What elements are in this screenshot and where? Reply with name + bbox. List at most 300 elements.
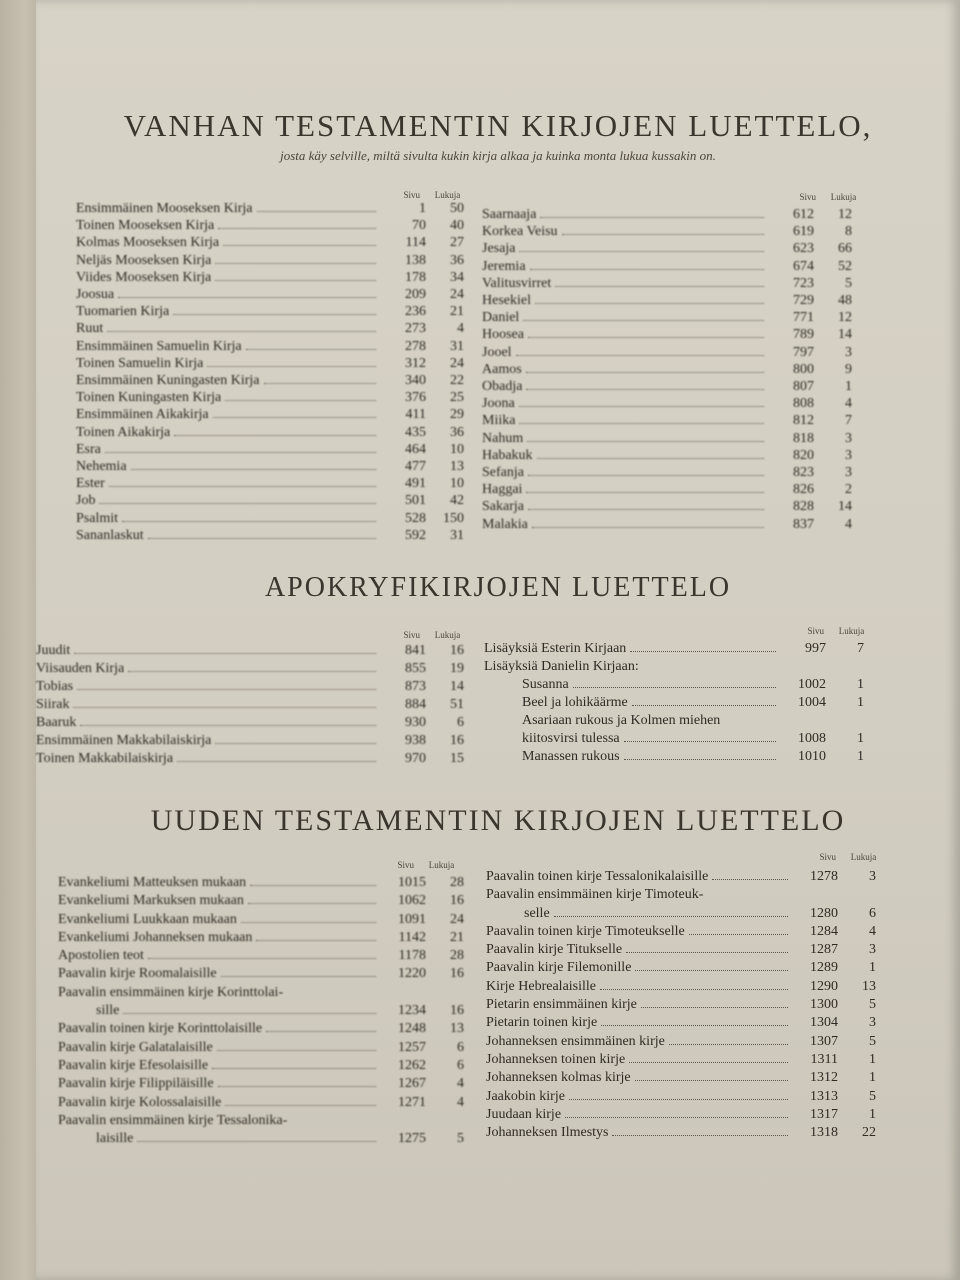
- chapter-count: 16: [450, 733, 464, 748]
- leader-dots: [225, 400, 376, 401]
- page-number: 1267: [398, 1076, 426, 1092]
- leader-dots: [215, 743, 376, 744]
- leader-dots: [256, 940, 376, 941]
- chapter-count: 12: [838, 310, 852, 326]
- chapter-count: 40: [450, 218, 464, 234]
- book-page: [36, 0, 960, 1280]
- toc-row: [36, 732, 464, 750]
- leader-dots: [128, 671, 376, 672]
- book-name: Apostolien teot: [58, 948, 144, 964]
- chapter-count: 22: [450, 373, 464, 389]
- leader-dots: [223, 245, 376, 246]
- page-number: 1290: [810, 978, 838, 994]
- toc-row: [482, 240, 852, 257]
- leader-dots: [212, 1068, 376, 1069]
- leader-dots: [641, 1007, 788, 1008]
- leader-dots: [137, 1141, 376, 1142]
- leader-dots: [215, 280, 376, 281]
- toc-row: [76, 458, 464, 475]
- col-chapters-label: Lukuja: [434, 630, 461, 640]
- toc-row: [58, 965, 464, 983]
- leader-dots: [215, 263, 376, 264]
- leader-dots: [131, 469, 376, 470]
- leader-dots: [612, 1135, 788, 1136]
- chapter-count: 4: [845, 396, 852, 412]
- book-name: Paavalin toinen kirje Korinttolaisille: [58, 1021, 263, 1037]
- leader-dots: [264, 383, 376, 384]
- chapter-count: 5: [869, 1033, 876, 1049]
- toc-row: [482, 275, 852, 292]
- leader-dots: [519, 251, 764, 252]
- toc-row: [482, 516, 852, 533]
- book-name: Ensimmäinen Makkabilaiskirja: [36, 733, 212, 748]
- page-number: 1: [419, 201, 426, 216]
- chapter-count: 3: [869, 869, 876, 884]
- leader-dots: [516, 355, 764, 356]
- nt-title: UUDEN TESTAMENTIN KIRJOJEN LUETTELO: [150, 804, 846, 837]
- chapter-count: 4: [457, 1076, 464, 1092]
- page-number: 1304: [810, 1015, 838, 1031]
- chapter-count: 5: [869, 997, 876, 1013]
- toc-row: [76, 389, 464, 406]
- leader-dots: [173, 314, 376, 315]
- nt-right-colhead: [796, 852, 876, 862]
- book-name: Sananlaskut: [76, 527, 144, 543]
- page-number: 278: [405, 338, 426, 354]
- book-name: Susanna: [522, 677, 569, 692]
- page-number: 938: [405, 733, 426, 748]
- book-name: Sefanja: [482, 465, 524, 481]
- ot-title: VANHAN TESTAMENTIN KIRJOJEN LUETTELO,: [123, 108, 873, 143]
- book-name: Siirak: [36, 697, 70, 712]
- leader-dots: [80, 725, 376, 726]
- leader-dots: [241, 922, 376, 923]
- leader-dots: [573, 687, 776, 688]
- toc-row: [486, 1088, 876, 1106]
- toc-row: [36, 714, 464, 732]
- chapter-count: 42: [450, 493, 464, 509]
- book-name: Obadja: [482, 379, 523, 395]
- toc-row: [484, 694, 864, 712]
- book-name: Juudit: [36, 643, 71, 658]
- leader-dots: [689, 934, 788, 935]
- chapter-count: 19: [450, 661, 464, 676]
- book-name: Toinen Aikakirja: [76, 424, 171, 440]
- page-number: 723: [793, 275, 814, 291]
- page-number: 1312: [810, 1070, 838, 1086]
- nt-left-list: [58, 874, 464, 1148]
- book-name: Evankeliumi Luukkaan mukaan: [58, 911, 237, 927]
- chapter-count: 13: [450, 1021, 464, 1037]
- toc-row: [76, 269, 464, 286]
- book-name: Ensimmäinen Kuningasten Kirja: [76, 373, 260, 389]
- chapter-count: 1: [869, 1070, 876, 1086]
- chapter-count: 29: [450, 407, 464, 423]
- book-name: Pietarin toinen kirje: [486, 1015, 598, 1031]
- toc-row: [486, 1069, 876, 1087]
- toc-row: [36, 678, 464, 696]
- leader-dots: [177, 761, 376, 762]
- chapter-count: 1: [845, 379, 852, 395]
- chapter-count: 36: [450, 252, 464, 268]
- book-name: Paavalin kirje Roomalaisille: [58, 966, 217, 982]
- chapter-count: 13: [450, 459, 464, 475]
- page-number: 411: [405, 407, 426, 423]
- chapter-count: 4: [457, 321, 464, 337]
- chapter-count: 3: [845, 447, 852, 463]
- toc-row: [482, 223, 852, 240]
- chapter-count: 4: [869, 923, 876, 939]
- leader-dots: [123, 1013, 376, 1014]
- toc-row: [484, 640, 864, 658]
- leader-dots: [532, 527, 764, 528]
- page-number: 1234: [398, 1003, 426, 1019]
- toc-row: [76, 234, 464, 251]
- book-name: Ensimmäinen Mooseksen Kirja: [76, 201, 253, 216]
- book-name: Habakuk: [482, 447, 533, 463]
- book-name: Paavalin kirje Titukselle: [486, 942, 623, 958]
- toc-row: [482, 447, 852, 464]
- chapter-count: 36: [450, 424, 464, 440]
- chapter-count: 1: [857, 695, 864, 710]
- leader-dots: [669, 1044, 788, 1045]
- leader-dots: [174, 435, 376, 436]
- page-number: 340: [405, 373, 426, 389]
- book-name: Jaakobin kirje: [486, 1088, 565, 1104]
- page-number: 114: [405, 235, 426, 251]
- leader-dots: [630, 651, 776, 652]
- leader-dots: [218, 1086, 376, 1087]
- toc-row: [58, 1112, 464, 1130]
- chapter-count: 1: [869, 1051, 876, 1067]
- toc-row: [482, 378, 852, 395]
- book-gutter: [0, 0, 36, 1280]
- toc-row: [486, 941, 876, 959]
- page-number: 800: [793, 361, 814, 377]
- page-number: 997: [805, 641, 826, 656]
- book-name: Kolmas Mooseksen Kirja: [76, 235, 220, 251]
- chapter-count: 1: [857, 677, 864, 692]
- page-number: 1220: [398, 966, 426, 982]
- toc-row: [482, 206, 852, 223]
- leader-dots: [530, 269, 764, 270]
- page-number: 1002: [798, 677, 826, 692]
- leader-dots: [528, 509, 764, 510]
- leader-dots: [99, 503, 376, 504]
- page-number: 236: [405, 304, 426, 320]
- leader-dots: [148, 538, 376, 539]
- toc-row: [486, 1106, 876, 1124]
- toc-row: [484, 676, 864, 694]
- leader-dots: [257, 211, 376, 212]
- toc-row: [484, 658, 864, 676]
- toc-row: [76, 320, 464, 337]
- book-name: Paavalin kirje Filippiläisille: [58, 1076, 214, 1092]
- chapter-count: 34: [450, 269, 464, 285]
- apo-left-colhead: [380, 630, 460, 640]
- chapter-count: 3: [845, 344, 852, 360]
- book-name: Toinen Mooseksen Kirja: [76, 218, 215, 234]
- toc-row: [58, 874, 464, 892]
- page-number: 491: [405, 476, 426, 492]
- page-number: 501: [405, 493, 426, 509]
- page-number: 464: [405, 441, 426, 457]
- page-number: 1313: [810, 1088, 838, 1104]
- col-chapters-label: Lukuja: [434, 190, 461, 200]
- book-name: Paavalin kirje Filemonille: [486, 960, 632, 976]
- leader-dots: [73, 707, 376, 708]
- book-name: Hesekiel: [482, 293, 531, 309]
- page-number: 873: [405, 679, 426, 694]
- col-chapters-label: Lukuja: [428, 860, 455, 870]
- ot-right-list: [482, 206, 852, 533]
- leader-dots: [207, 366, 376, 367]
- page-number: 477: [405, 459, 426, 475]
- page-number: 1278: [810, 869, 838, 884]
- nt-right-list: [486, 868, 876, 1142]
- chapter-count: 14: [838, 499, 852, 515]
- chapter-count: 1: [869, 1106, 876, 1122]
- chapter-count: 2: [845, 482, 852, 498]
- leader-dots: [266, 1031, 376, 1032]
- book-name: Ruut: [76, 321, 104, 337]
- toc-row: [58, 1057, 464, 1075]
- chapter-count: 13: [862, 978, 876, 994]
- toc-row: [58, 892, 464, 910]
- page-number: 435: [405, 424, 426, 440]
- toc-row: [76, 492, 464, 509]
- book-name: Neljäs Mooseksen Kirja: [76, 252, 212, 268]
- chapter-count: 52: [838, 258, 852, 274]
- book-name: Paavalin kirje Galatalaisille: [58, 1039, 213, 1055]
- chapter-count: 28: [450, 875, 464, 890]
- page-number: 1142: [398, 929, 426, 945]
- chapter-count: 24: [450, 287, 464, 303]
- toc-row: [486, 905, 876, 923]
- chapter-count: 28: [450, 948, 464, 964]
- book-name: Pietarin ensimmäinen kirje: [486, 997, 637, 1013]
- page-number: 612: [793, 207, 814, 222]
- chapter-count: 7: [857, 641, 864, 656]
- toc-row: [482, 481, 852, 498]
- book-name: Joosua: [76, 287, 115, 303]
- chapter-count: 5: [457, 1131, 464, 1147]
- col-chapters-label: Lukuja: [850, 852, 877, 862]
- leader-dots: [519, 406, 764, 407]
- toc-row: [486, 978, 876, 996]
- book-name: Evankeliumi Johanneksen mukaan: [58, 929, 253, 945]
- toc-row: [482, 430, 852, 447]
- leader-dots: [554, 916, 788, 917]
- page-number: 1062: [398, 893, 426, 909]
- leader-dots: [528, 337, 764, 338]
- toc-row: [36, 750, 464, 768]
- page-number: 138: [405, 252, 426, 268]
- col-page-label: Sivu: [397, 860, 414, 870]
- apo-right-list: [484, 640, 864, 766]
- leader-dots: [632, 705, 776, 706]
- page-number: 1317: [810, 1106, 838, 1122]
- ot-right-colhead: [776, 192, 856, 202]
- chapter-count: 16: [450, 966, 464, 982]
- toc-row: [58, 1075, 464, 1093]
- leader-dots: [523, 320, 764, 321]
- page-number: 1284: [810, 923, 838, 939]
- chapter-count: 8: [845, 224, 852, 240]
- page-number: 818: [793, 430, 814, 446]
- page-number: 884: [405, 697, 426, 712]
- page-number: 1015: [398, 875, 426, 890]
- leader-dots: [537, 458, 764, 459]
- toc-row: [482, 361, 852, 378]
- book-name: Toinen Kuningasten Kirja: [76, 390, 222, 406]
- apo-left-list: [36, 642, 464, 768]
- book-name: laisille: [96, 1131, 134, 1147]
- book-name: Nahum: [482, 430, 524, 446]
- leader-dots: [74, 653, 376, 654]
- leader-dots: [624, 759, 776, 760]
- page-number: 1275: [398, 1131, 426, 1147]
- chapter-count: 31: [450, 527, 464, 543]
- page-number: 1008: [798, 731, 826, 746]
- book-name: Hoosea: [482, 327, 524, 343]
- leader-dots: [109, 486, 376, 487]
- chapter-count: 6: [457, 1039, 464, 1055]
- book-name: Beel ja lohikäärme: [522, 695, 628, 710]
- col-page-label: Sivu: [403, 190, 420, 200]
- leader-dots: [77, 689, 376, 690]
- leader-dots: [218, 228, 376, 229]
- toc-row: [76, 286, 464, 303]
- chapter-count: 15: [450, 751, 464, 766]
- col-chapters-label: Lukuja: [830, 192, 857, 202]
- toc-row: [58, 984, 464, 1002]
- leader-dots: [535, 303, 764, 304]
- book-name: Paavalin toinen kirje Timoteukselle: [486, 923, 685, 939]
- apo-title: APOKRYFIKIRJOJEN LUETTELO: [264, 572, 732, 603]
- page-number: 376: [405, 390, 426, 406]
- col-page-label: Sivu: [403, 630, 420, 640]
- page-number: 797: [793, 344, 814, 360]
- page-number: 528: [405, 510, 426, 526]
- book-name: Paavalin ensimmäinen kirje Timoteuk-: [486, 887, 704, 903]
- book-name: Job: [76, 493, 96, 509]
- leader-dots: [221, 976, 376, 977]
- chapter-count: 3: [869, 1015, 876, 1031]
- page-number: 312: [405, 355, 426, 371]
- leader-dots: [526, 372, 764, 373]
- toc-row: [76, 424, 464, 441]
- page-number: 970: [405, 751, 426, 766]
- book-name: Baaruk: [36, 715, 77, 730]
- toc-row: [58, 1094, 464, 1112]
- apo-right-colhead: [784, 626, 864, 636]
- page-number: 619: [793, 224, 814, 240]
- chapter-count: 66: [838, 241, 852, 257]
- page-number: 1271: [398, 1094, 426, 1110]
- book-name: selle: [524, 905, 550, 921]
- book-name: Aamos: [482, 361, 522, 377]
- page-number: 1091: [398, 911, 426, 927]
- toc-row: [58, 947, 464, 965]
- toc-row: [76, 406, 464, 423]
- page-number: 823: [793, 465, 814, 481]
- book-name: Valitusvirret: [482, 275, 552, 291]
- toc-row: [76, 475, 464, 492]
- leader-dots: [540, 217, 764, 218]
- toc-row: [486, 923, 876, 941]
- book-name: Toinen Makkabilaiskirja: [36, 751, 174, 766]
- toc-row: [58, 911, 464, 929]
- book-name: Viides Mooseksen Kirja: [76, 269, 212, 285]
- col-chapters-label: Lukuja: [838, 626, 865, 636]
- chapter-count: 10: [450, 476, 464, 492]
- chapter-count: 16: [450, 643, 464, 658]
- book-name: Lisäyksiä Danielin Kirjaan:: [484, 659, 639, 674]
- book-name: Toinen Samuelin Kirja: [76, 355, 204, 371]
- book-name: Malakia: [482, 516, 528, 532]
- toc-row: [484, 730, 864, 748]
- leader-dots: [629, 1062, 788, 1063]
- leader-dots: [246, 349, 376, 350]
- book-name: Joona: [482, 396, 515, 412]
- book-name: Jeremia: [482, 258, 526, 274]
- page-number: 855: [405, 661, 426, 676]
- toc-row: [482, 498, 852, 515]
- page-number: 1300: [810, 997, 838, 1013]
- toc-row: [36, 642, 464, 660]
- page-number: 828: [793, 499, 814, 515]
- chapter-count: 1: [857, 749, 864, 764]
- toc-row: [486, 1124, 876, 1142]
- toc-row: [58, 929, 464, 947]
- page-number: 841: [405, 643, 426, 658]
- toc-row: [486, 996, 876, 1014]
- leader-dots: [519, 423, 764, 424]
- chapter-count: 5: [869, 1088, 876, 1104]
- toc-row: [486, 868, 876, 886]
- leader-dots: [555, 286, 764, 287]
- leader-dots: [562, 234, 764, 235]
- toc-row: [76, 252, 464, 269]
- toc-row: [58, 1039, 464, 1057]
- book-name: sille: [96, 1003, 120, 1019]
- book-name: kiitosvirsi tulessa: [522, 731, 620, 746]
- book-name: Lisäyksiä Esterin Kirjaan: [484, 641, 627, 656]
- leader-dots: [565, 1117, 788, 1118]
- toc-row: [76, 441, 464, 458]
- chapter-count: 10: [450, 441, 464, 457]
- page-number: 592: [405, 527, 426, 543]
- book-name: Korkea Veisu: [482, 224, 558, 240]
- chapter-count: 1: [869, 960, 876, 976]
- page-number: 273: [405, 321, 426, 337]
- chapter-count: 14: [838, 327, 852, 343]
- chapter-count: 9: [845, 361, 852, 377]
- toc-row: [76, 510, 464, 527]
- book-name: Paavalin kirje Kolossalaisille: [58, 1094, 222, 1110]
- chapter-count: 3: [845, 465, 852, 481]
- leader-dots: [225, 1105, 376, 1106]
- leader-dots: [107, 331, 376, 332]
- chapter-count: 25: [450, 390, 464, 406]
- book-name: Johanneksen toinen kirje: [486, 1051, 626, 1067]
- toc-row: [36, 696, 464, 714]
- toc-row: [58, 1002, 464, 1020]
- leader-dots: [712, 879, 788, 880]
- page-number: 1280: [810, 905, 838, 921]
- toc-row: [482, 344, 852, 361]
